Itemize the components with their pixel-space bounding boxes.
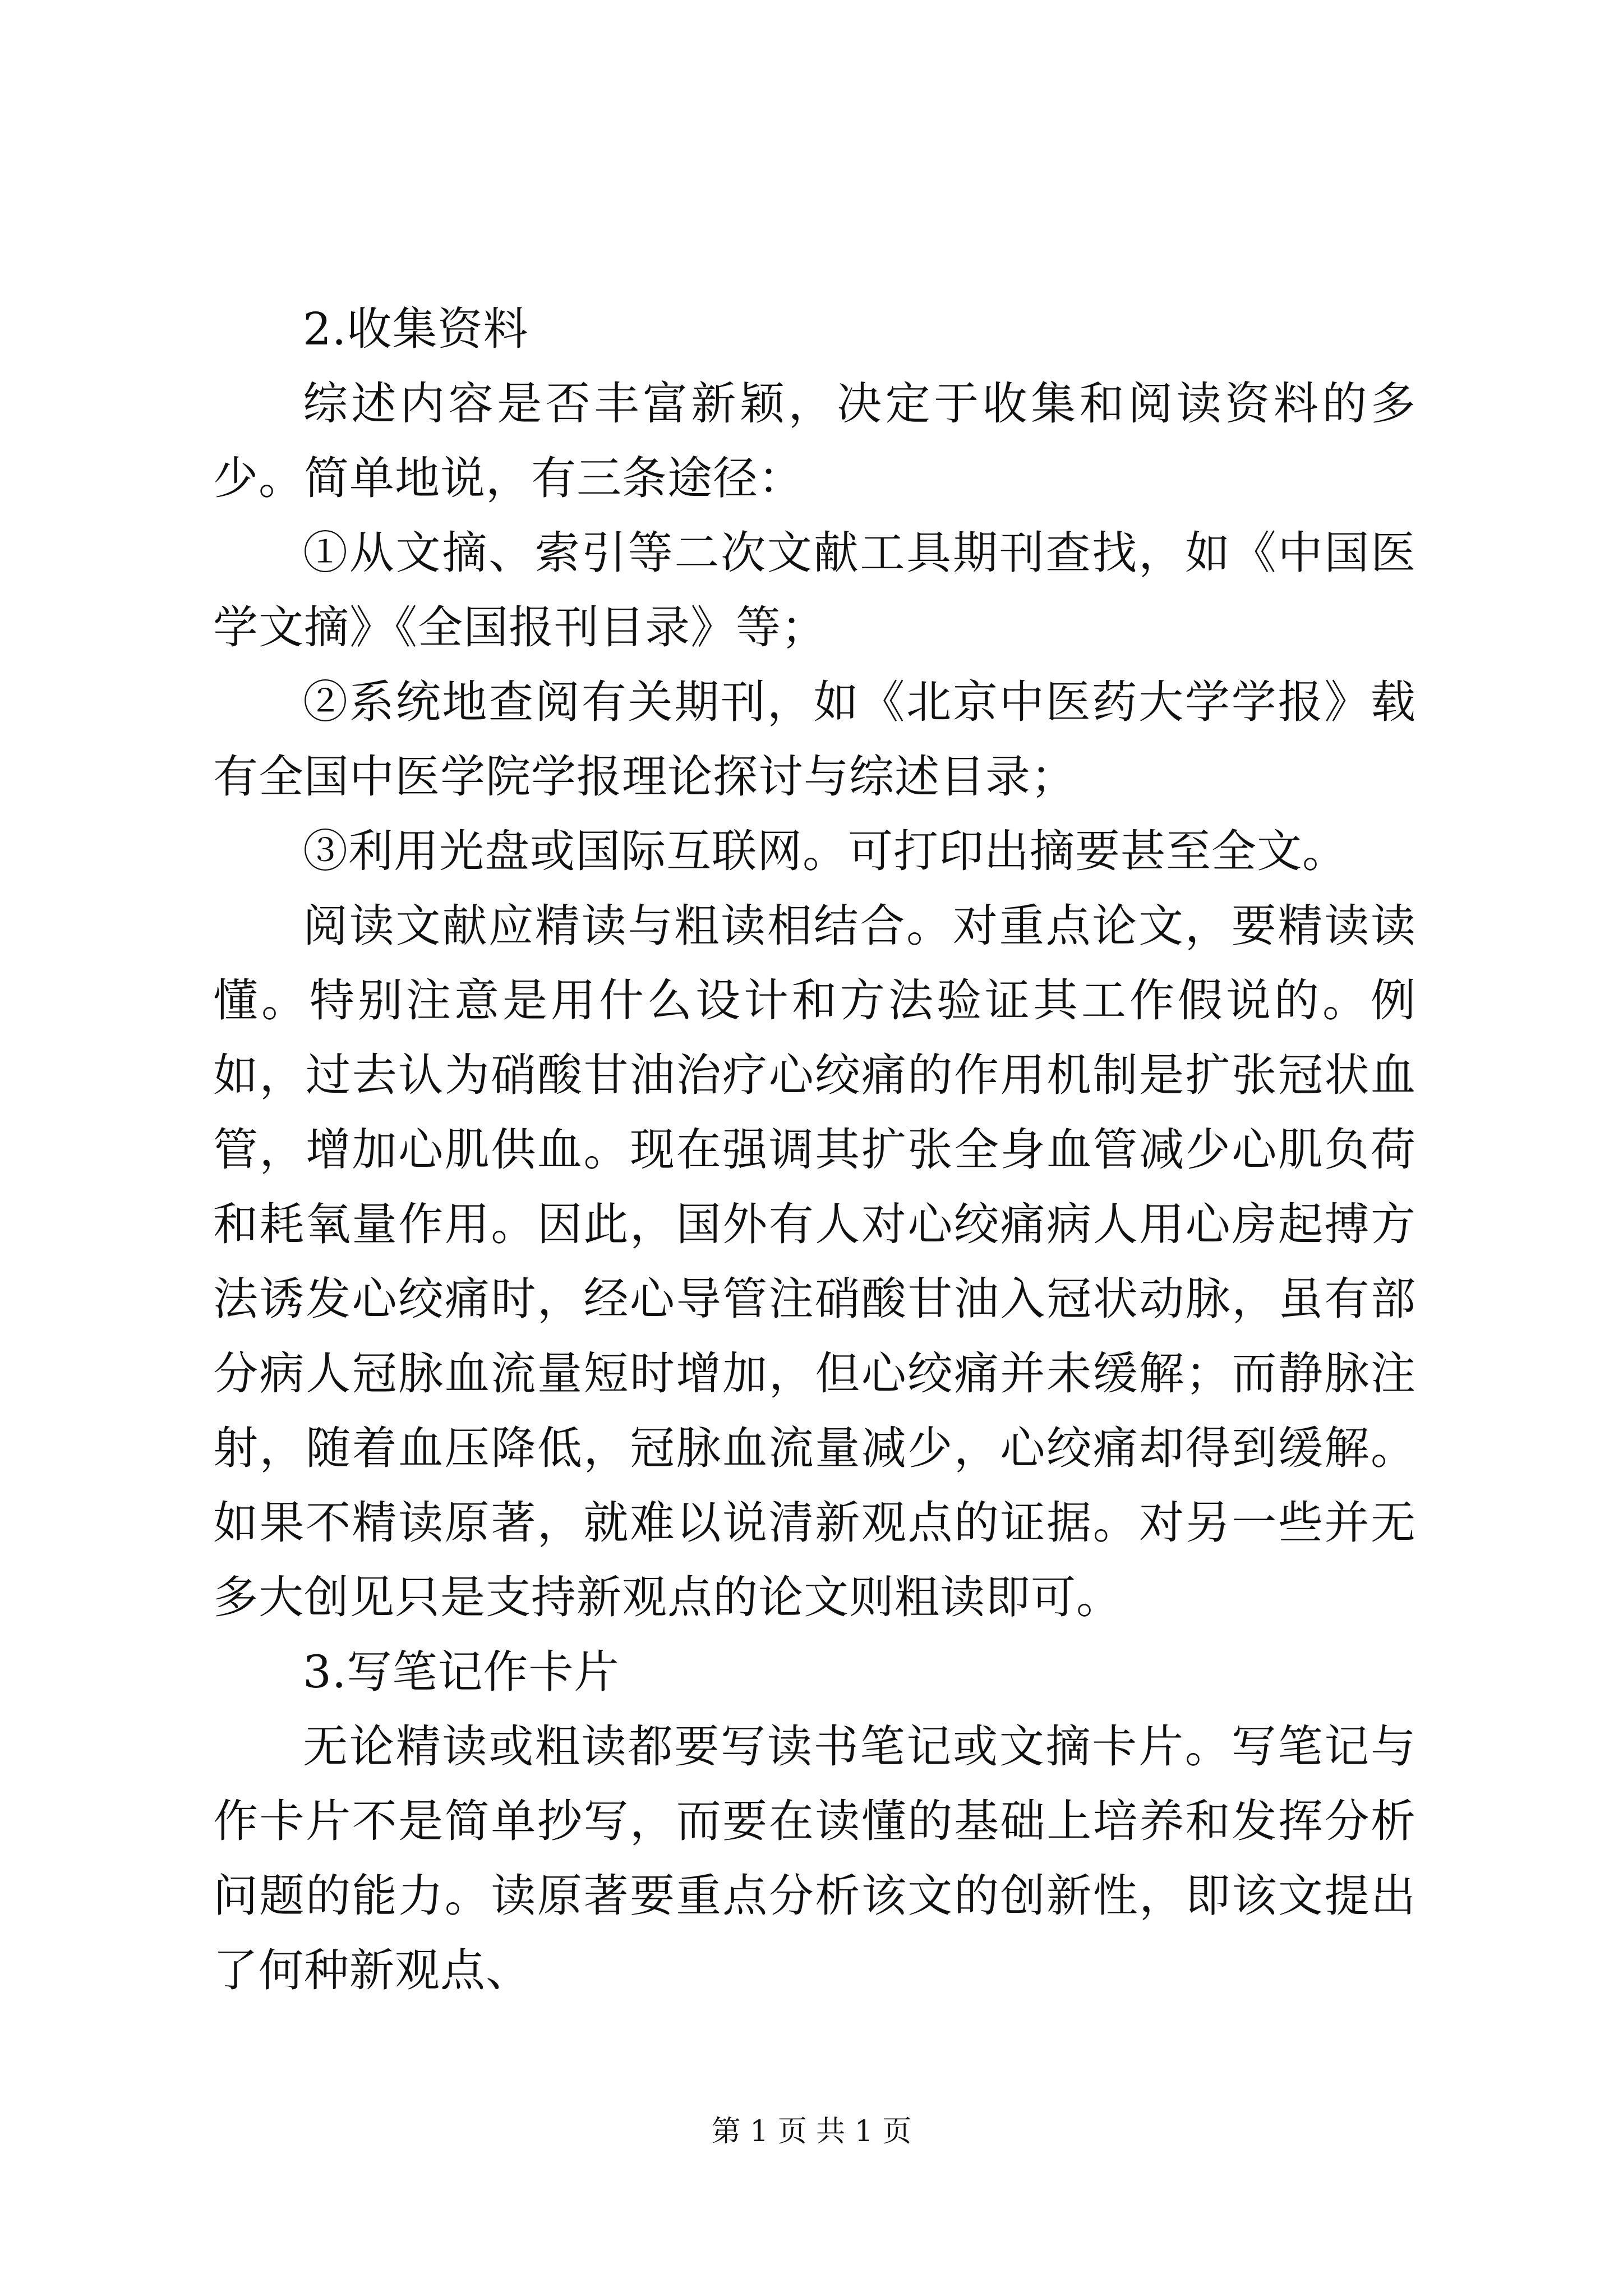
section-heading-collect-materials: 2.收集资料: [303, 303, 529, 355]
paragraph-method-2: ②系统地查阅有关期刊，如《北京中医药大学学报》载有全国中医学院学报理论探讨与综述目录；: [213, 676, 1416, 803]
page-footer: 第 1 页 共 1 页: [711, 2115, 912, 2148]
paragraph-notes: 无论精读或粗读都要写读书笔记或文摘卡片。写笔记与作卡片不是简单抄写，而要在读懂的基础上培养和发挥分析问题的能力。读原著要重点分析该文的创新性，即该文提出了何种新观点、: [213, 1720, 1416, 1996]
document-body: [213, 292, 1416, 2008]
paragraph-method-3: ③利用光盘或国际互联网。可打印出摘要甚至全文。: [303, 825, 1348, 877]
paragraph-intro: 综述内容是否丰富新颖，决定于收集和阅读资料的多少。简单地说，有三条途径：: [213, 378, 1416, 504]
paragraph-method-1: ①从文摘、索引等二次文献工具期刊查找，如《中国医学文摘》《全国报刊目录》等；: [213, 527, 1416, 654]
paragraph-reading-literature: 阅读文献应精读与粗读相结合。对重点论文，要精读读懂。特别注意是用什么设计和方法验证其工作假说的。例如，过去认为硝酸甘油治疗心绞痛的作用机制是扩张冠状血管，增加心肌供血。现在强调其扩张全身血管减少心肌负荷和耗氧量作用。因此，国外有人对心绞痛病人用心房起搏方法诱发心绞痛时，经心导管注硝酸甘油入冠状动脉，虽有部分病人冠脉血流量短时增加，但心绞痛并未缓解；而静脉注射，随着血压降低，冠脉血流量减少，心绞痛却得到缓解。如果不精读原著，就难以说清新观点的证据。对另一些并无多大创见只是支持新观点的论文则粗读即可。: [213, 900, 1416, 1623]
section-heading-notes-cards: 3.写笔记作卡片: [303, 1646, 620, 1698]
